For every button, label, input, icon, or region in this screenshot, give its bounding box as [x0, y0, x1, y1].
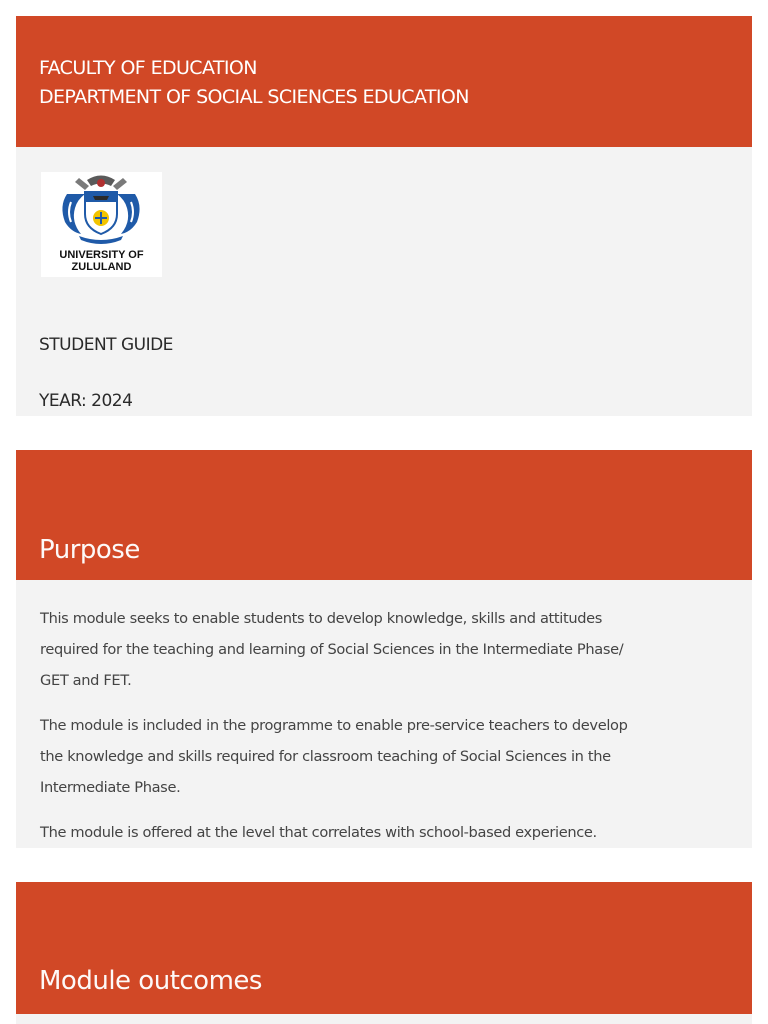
- purpose-paragraph-2: The module is included in the programme to enable pre-service teachers to develop the knowledge and skills required for classroom teaching of Social Sciences in the Intermediate Phase.: [40, 717, 628, 796]
- purpose-paragraph-1: This module seeks to enable students to develop knowledge, skills and attitudes required for the teaching and learning of Social Sciences in the Intermediate Phase/ GET and FET.: [40, 610, 624, 689]
- title-panel: [16, 147, 752, 416]
- purpose-heading: Purpose: [39, 535, 140, 565]
- purpose-panel: [16, 580, 752, 848]
- purpose-band: [16, 450, 752, 580]
- faculty-title: FACULTY OF EDUCATION: [39, 57, 257, 79]
- header-band: [16, 16, 752, 147]
- purpose-paragraph-3: The module is offered at the level that correlates with school-based experience.: [40, 824, 597, 841]
- department-title: DEPARTMENT OF SOCIAL SCIENCES EDUCATION: [39, 86, 469, 108]
- document-type: STUDENT GUIDE: [39, 335, 173, 355]
- module-outcomes-heading: Module outcomes: [39, 966, 262, 996]
- logo-text-line2: ZULULAND: [71, 261, 132, 273]
- module-outcomes-band: [16, 882, 752, 1014]
- document-year: YEAR: 2024: [39, 391, 133, 411]
- module-outcomes-panel: [16, 1014, 752, 1024]
- logo-text-line1: UNIVERSITY OF: [59, 249, 144, 261]
- coat-of-arms-icon: [41, 172, 162, 250]
- university-logo: [41, 172, 162, 277]
